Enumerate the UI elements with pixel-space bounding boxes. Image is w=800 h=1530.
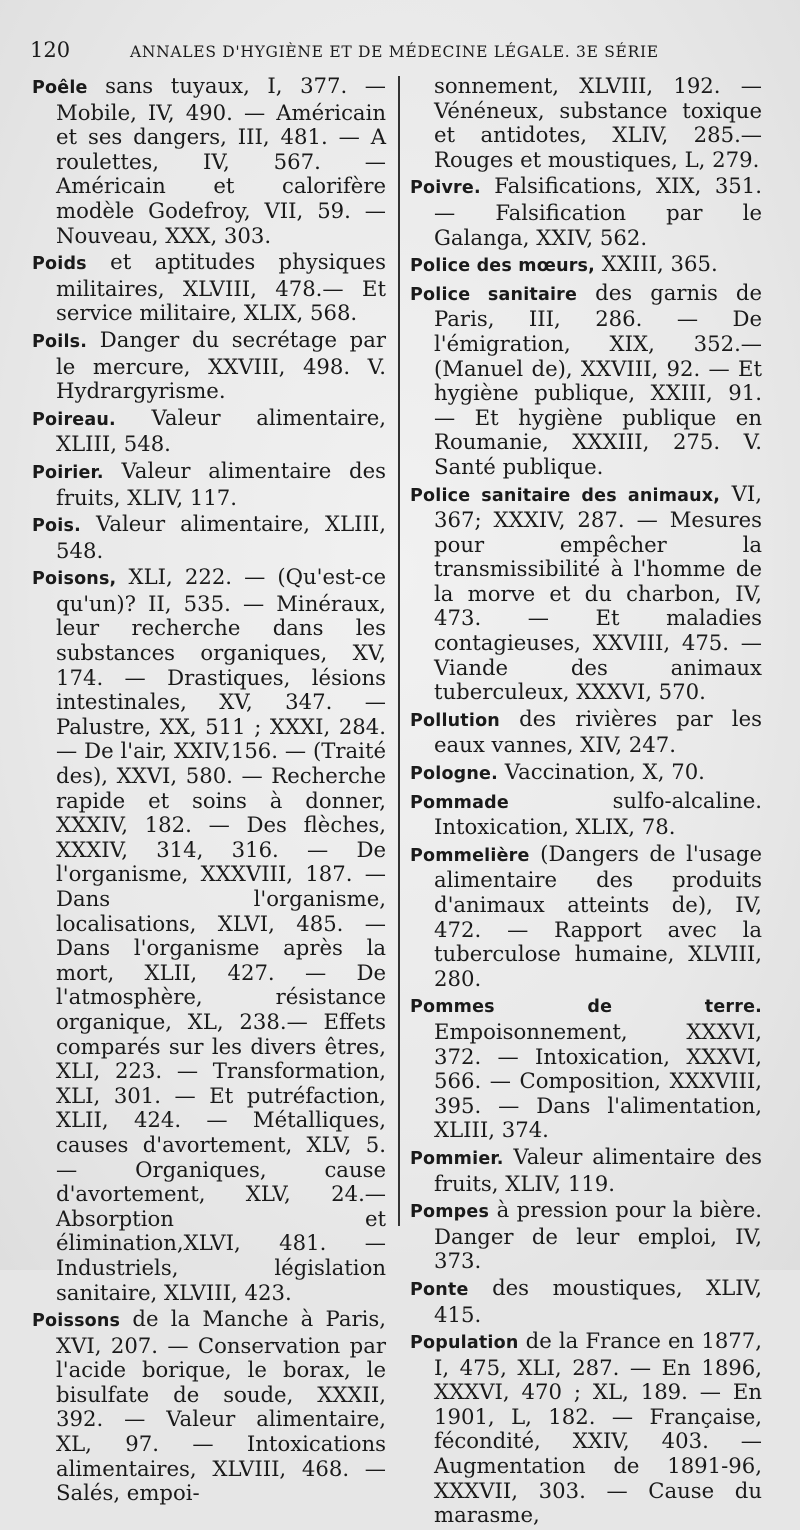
index-entry [410, 252, 762, 279]
entry-text: à pression pour la bière. Danger de leur emploi, IV, 373. [434, 1197, 762, 1274]
entry-headword: Police sanitaire [410, 284, 578, 305]
index-entry [410, 1198, 762, 1274]
index-entry [410, 789, 762, 840]
index-entry [32, 512, 386, 563]
index-entry [410, 842, 762, 992]
index-entry [32, 406, 386, 457]
entry-headword: Poêle [32, 78, 88, 98]
index-entry [410, 1329, 762, 1528]
entry-headword: Ponte [410, 1279, 469, 1300]
entry-headword: Poids [32, 254, 87, 275]
entry-headword: Poissons [32, 1311, 121, 1332]
entry-text: Danger du secrétage par le mercure, XXVIII, 498. V. Hydrargyrisme. [56, 326, 386, 404]
index-entry [32, 1307, 386, 1506]
index-entry [32, 328, 386, 404]
index-entry [410, 74, 762, 172]
column-divider [398, 76, 400, 1226]
entry-text: (Dangers de l'usage alimentaire des produits d'animaux atteints de), IV, 472. — Rapport avec la tuberculose humaine, XLVIII, 280. [434, 840, 762, 991]
entry-headword: Pompes [410, 1202, 490, 1223]
entry-text: sulfo-alcaline. Intoxication, XLIX, 78. [434, 787, 762, 840]
page-header [30, 38, 770, 68]
entry-text: sonnement, XLVIII, 192. — Vénéneux, substance toxique et antidotes, XLIV, 285.— Rouges et moustiques, L, 279. [434, 73, 762, 172]
index-entry [410, 1276, 762, 1327]
entry-headword: Police des mœurs, [410, 256, 596, 277]
index-entry [410, 1145, 762, 1196]
entry-text: des garnis de Paris, III, 286. — De l'émigration, XIX, 352.—(Manuel de), XXVIII, 92. — Et hygiène publique, XXIII, 91. — Et hygiène publique en Roumanie, XXXIII, 275. V. Santé publique. [434, 279, 762, 479]
entry-text: Valeur alimentaire, XLIII, 548. [56, 404, 386, 457]
entry-headword: Poireau. [32, 409, 116, 430]
entry-text: des moustiques, XLIV, 415. [434, 1274, 762, 1327]
entry-text: Vaccination, X, 70. [497, 759, 705, 785]
entry-text: XXIII, 365. [595, 251, 718, 277]
entry-headword: Poivre. [410, 178, 481, 199]
index-entry [410, 707, 762, 758]
entry-headword: Pommes de terre. [410, 997, 762, 1018]
entry-headword: Pologne. [410, 764, 498, 785]
entry-headword: Pollution [410, 710, 500, 731]
running-title: ANNALES D'HYGIÈNE ET DE MÉDECINE LÉGALE. 3E SÉRIE [130, 43, 659, 61]
entry-headword: Population [410, 1333, 519, 1354]
entry-headword: Pommelière [410, 845, 530, 866]
index-entry [410, 760, 762, 787]
entry-text: et aptitudes physiques militaires, XLVIII, 478.— Et service militaire, XLIX, 568. [56, 249, 386, 326]
entry-headword: Pommier. [410, 1148, 504, 1169]
entry-headword: Poils. [32, 331, 88, 352]
index-entry [32, 565, 386, 1305]
entry-headword: Police sanitaire des animaux, [410, 485, 721, 506]
entry-text: Valeur alimentaire des fruits, XLIV, 117. [56, 457, 386, 510]
entry-headword: Pois. [32, 516, 81, 537]
entry-text: de la France en 1877, I, 475, XLI, 287. — En 1896, XXXVI, 470 ; XL, 189. — En 1901, L, 182. — Française, fécondité, XXIV, 403. — Augmentation de 1891-96, XXXVII, 303. — Cause du marasme, [434, 1328, 762, 1528]
index-entry [32, 459, 386, 510]
index-entry [32, 74, 386, 248]
index-entry [32, 250, 386, 326]
index-entry [410, 174, 762, 250]
page-number: 120 [30, 38, 71, 62]
right-column [410, 74, 762, 1530]
left-column [32, 74, 386, 1508]
entry-text: XLI, 222. — (Qu'est-ce qu'un)? II, 535. — Minéraux, leur recherche dans les substances organiques, XV, 174. — Drastiques, lésions intestinales, XV, 347. — Palustre, XX, 511 ; XXXI, 284.— De l'air, XXIV,156. — (Traité des), XXVI, 580. — Recherche rapide et soins à donner, XXXIV, 182. — Des flèches, XXXIV, 314, 316. — De l'organisme, XXXVIII, 187. — Dans l'organisme, localisations, XLVI, 485. — Dans l'organisme après la mort, XLII, 427. — De l'atmosphère, résistance organique, XL, 238.— Effets comparés sur les divers êtres, XLI, 223. — Transformation, XLI, 301. — Et putréfaction, XLII, 424. — Métalliques, causes d'avortement, XLV, 5. — Organiques, cause d'avortement, XLV, 24.— Absorption et élimination,XLVI, 481. — Industriels, législation sanitaire, XLVIII, 423. [56, 564, 386, 1305]
entry-text: Valeur alimentaire des fruits, XLIV, 119. [434, 1143, 762, 1196]
entry-text: VI, 367; XXXIV, 287. — Mesures pour empêcher la transmissibilité à l'homme de la morve et du charbon, IV, 473. — Et maladies contagieuses, XXVIII, 475. — Viande des animaux tuberculeux, XXXVI, 570. [434, 480, 762, 705]
entry-text: sans tuyaux, I, 377. — Mobile, IV, 490. — Américain et ses dangers, III, 481. — A roulettes, IV, 567. — Américain et calorifère modèle Godefroy, VII, 59. — Nouveau, XXX, 303. [56, 73, 386, 248]
index-entry [410, 281, 762, 480]
index-entry [410, 482, 762, 705]
entry-text: Empoisonnement, XXXVI, 372. — Intoxication, XXXVI, 566. — Composition, XXXVIII, 395. — Dans l'alimentation, XLIII, 374. [434, 1018, 762, 1143]
entry-text: des rivières par les eaux vannes, XIV, 247. [434, 705, 762, 758]
entry-text: de la Manche à Paris, XVI, 207. — Conservation par l'acide borique, le borax, le bisulfate de soude, XXXII, 392. — Valeur alimentaire, XL, 97. — Intoxications alimentaires, XLVIII, 468. — Salés, empoi- [56, 1306, 386, 1506]
entry-text: Valeur alimentaire, XLIII, 548. [56, 511, 386, 563]
entry-text: Falsifications, XIX, 351. — Falsification par le Galanga, XXIV, 562. [434, 173, 762, 250]
entry-headword: Poisons, [32, 569, 117, 590]
index-entry [410, 993, 762, 1143]
entry-headword: Poirier. [32, 462, 104, 483]
entry-headword: Pommade [410, 792, 509, 813]
